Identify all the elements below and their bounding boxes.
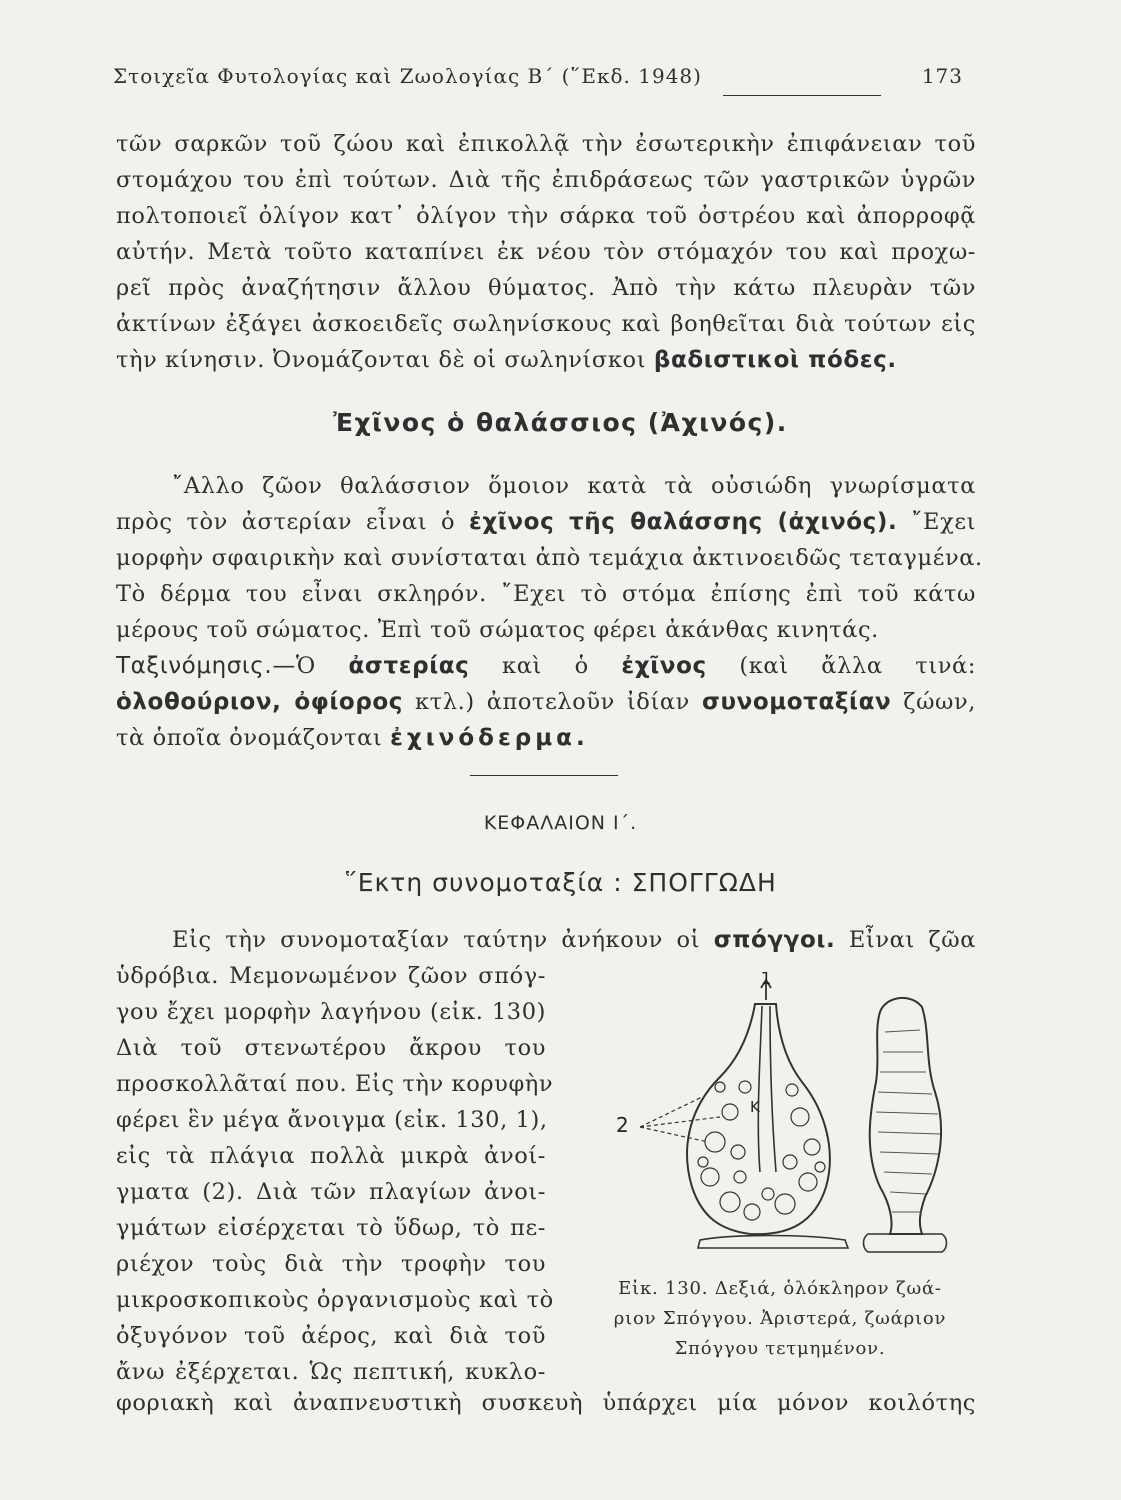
text-line: πολτοποιεῖ ὀλίγον κατ᾽ ὀλίγον τὴν σάρκα τοῦ ὀστρέου καὶ ἀπορροφᾷ bbox=[116, 203, 976, 229]
text-run: τὰ ὁποῖα ὀνομάζονται bbox=[116, 725, 391, 751]
page-number: 173 bbox=[921, 64, 963, 88]
figure-label-1: 1 bbox=[760, 972, 772, 989]
text-line: εἰς τὰ πλάγια πολλὰ μικρὰ ἀνοί- bbox=[116, 1143, 546, 1169]
sponge-illustration bbox=[580, 972, 980, 1272]
header-rule bbox=[723, 95, 881, 96]
term-bold: ἐχῖνος τῆς θαλάσσης (ἀχινός). bbox=[469, 509, 898, 535]
whole-sponge-outline bbox=[870, 998, 941, 1234]
text-line bbox=[116, 504, 976, 540]
text-line: στομάχου του ἐπὶ τούτων. Διὰ τῆς ἐπιδράσεως τῶν γαστρικῶν ὑγρῶν bbox=[116, 167, 976, 193]
paragraph-sponges-body bbox=[116, 958, 554, 1390]
text-line: ἄνω ἐξέρχεται. Ὡς πεπτική, κυκλο- bbox=[116, 1359, 546, 1385]
paragraph-sea-urchin bbox=[116, 468, 983, 648]
figure-label-k: K bbox=[750, 1098, 760, 1116]
term-bold: συνομοταξίαν bbox=[701, 689, 892, 715]
term-bold: ὁλοθούριον, ὀφίορος bbox=[116, 689, 404, 715]
chapter-label: ΚΕΦΑΛΑΙΟΝ Ι΄. bbox=[483, 812, 638, 834]
caption-line: Σπόγγου τετμημένον. bbox=[674, 1338, 886, 1359]
text-line: μικροσκοπικοὺς ὀργανισμοὺς καὶ τὸ bbox=[116, 1287, 554, 1313]
text-line: γματα (2). Διὰ τῶν πλαγίων ἀνοι- bbox=[116, 1179, 546, 1205]
term-bold: ἀστερίας bbox=[348, 653, 470, 679]
term-bold: ἐχῖνος bbox=[621, 653, 707, 679]
text-line bbox=[116, 922, 976, 958]
text-line: Διὰ τοῦ στενωτέρου ἄκρου του bbox=[116, 1035, 546, 1061]
paragraph-classification bbox=[116, 648, 976, 756]
text-run: κτλ.) ἀποτελοῦν ἰδίαν bbox=[403, 689, 702, 715]
text-run: Εἶναι ζῶα bbox=[835, 927, 976, 953]
text-line: ἀκτίνων ἐξάγει ἀσκοειδεῖς σωληνίσκους καὶ βοηθεῖται διὰ τούτων εἰς bbox=[116, 311, 976, 337]
paragraph-starfish-continued bbox=[116, 126, 976, 378]
text-line: φέρει ἓν μέγα ἄνοιγμα (εἰκ. 130, 1), bbox=[116, 1107, 548, 1133]
text-run: ῎Εχει bbox=[897, 509, 976, 535]
term-bold: σπόγγοι. bbox=[713, 927, 836, 953]
text-line bbox=[116, 342, 976, 378]
final-text-line: φοριακὴ καὶ ἀναπνευστικὴ συσκευὴ ὑπάρχει μία μόνον κοιλότης bbox=[116, 1390, 976, 1416]
text-line: ὀξυγόνον τοῦ ἀέρος, καὶ διὰ τοῦ bbox=[116, 1323, 546, 1349]
text-line: ριέχον τοὺς διὰ τὴν τροφὴν του bbox=[116, 1251, 546, 1277]
text-line: τῶν σαρκῶν τοῦ ζώου καὶ ἐπικολλᾷ τὴν ἐσωτερικὴν ἐπιφάνειαν τοῦ bbox=[116, 131, 976, 157]
figure-label-2: 2 bbox=[616, 1113, 629, 1137]
text-line: Τὸ δέρμα του εἶναι σκληρόν. ῎Εχει τὸ στόμα ἐπίσης ἐπὶ τοῦ κάτω bbox=[116, 581, 976, 607]
text-run: ζώων, bbox=[891, 689, 976, 715]
text-run: καὶ ὁ bbox=[469, 653, 622, 679]
classification-label: Ταξινόμησις.— bbox=[116, 653, 296, 679]
term-bold: ἐχινόδερμα. bbox=[390, 725, 589, 751]
term-bold: βαδιστικοὶ πόδες. bbox=[653, 347, 897, 373]
text-line: γου ἔχει μορφὴν λαγήνου (εἰκ. 130) bbox=[116, 999, 546, 1025]
text-line: μέρους τοῦ σώματος. Ἐπὶ τοῦ σώματος φέρει ἀκάνθας κινητάς. bbox=[116, 617, 879, 643]
section-heading-sea-urchin: Ἐχῖνος ὁ θαλάσσιος (Ἀχινός). bbox=[333, 408, 788, 437]
header-title: Στοιχεῖα Φυτολογίας καὶ Ζωολογίας Β΄ (῞Εκδ. 1948) bbox=[113, 64, 702, 88]
text-run: Ὁ bbox=[295, 653, 349, 679]
text-line bbox=[116, 648, 976, 684]
text-line bbox=[116, 720, 976, 756]
caption-line: ριον Σπόγγου. Ἀριστερά, ζωάριον bbox=[613, 1308, 947, 1329]
text-line: ῎Αλλο ζῶον θαλάσσιον ὅμοιον κατὰ τὰ οὐσιώδη γνωρίσματα bbox=[172, 473, 976, 499]
text-run: Εἰς τὴν συνομοταξίαν ταύτην ἀνήκουν οἱ bbox=[172, 927, 714, 953]
figure-caption bbox=[580, 1274, 980, 1364]
paragraph-sponges-intro bbox=[116, 922, 976, 958]
text-line: αὐτήν. Μετὰ τοῦτο καταπίνει ἐκ νέου τὸν στόμαχόν του καὶ προχω- bbox=[116, 239, 976, 265]
caption-line: Εἰκ. 130. Δεξιά, ὁλόκληρον ζωά- bbox=[618, 1278, 942, 1299]
text-run: τὴν κίνησιν. Ὀνομάζονται δὲ οἱ σωληνίσκοι bbox=[116, 347, 654, 373]
text-run: (καὶ ἄλλα τινά: bbox=[706, 653, 976, 679]
text-line: ρεῖ πρὸς ἀναζήτησιν ἄλλου θύματος. Ἀπὸ τὴν κάτω πλευρὰν τῶν bbox=[116, 275, 976, 301]
text-line: ὑδρόβια. Μεμονωμένον ζῶον σπόγ- bbox=[116, 963, 546, 989]
text-line bbox=[116, 684, 976, 720]
text-line: μορφὴν σφαιρικὴν καὶ συνίσταται ἀπὸ τεμάχια ἀκτινοειδῶς τεταγμένα. bbox=[116, 545, 983, 571]
section-separator bbox=[470, 775, 618, 776]
text-line: προσκολλᾶταί που. Εἰς τὴν κορυφὴν bbox=[116, 1071, 554, 1097]
text-run: πρὸς τὸν ἀστερίαν εἶναι ὁ bbox=[116, 509, 469, 535]
chapter-heading-sponges: ῞Εκτη συνομοταξία : ΣΠΟΓΓΩΔΗ bbox=[344, 868, 777, 897]
running-header bbox=[113, 64, 975, 102]
text-line: γμάτων εἰσέρχεται τὸ ὕδωρ, τὸ πε- bbox=[116, 1215, 546, 1241]
